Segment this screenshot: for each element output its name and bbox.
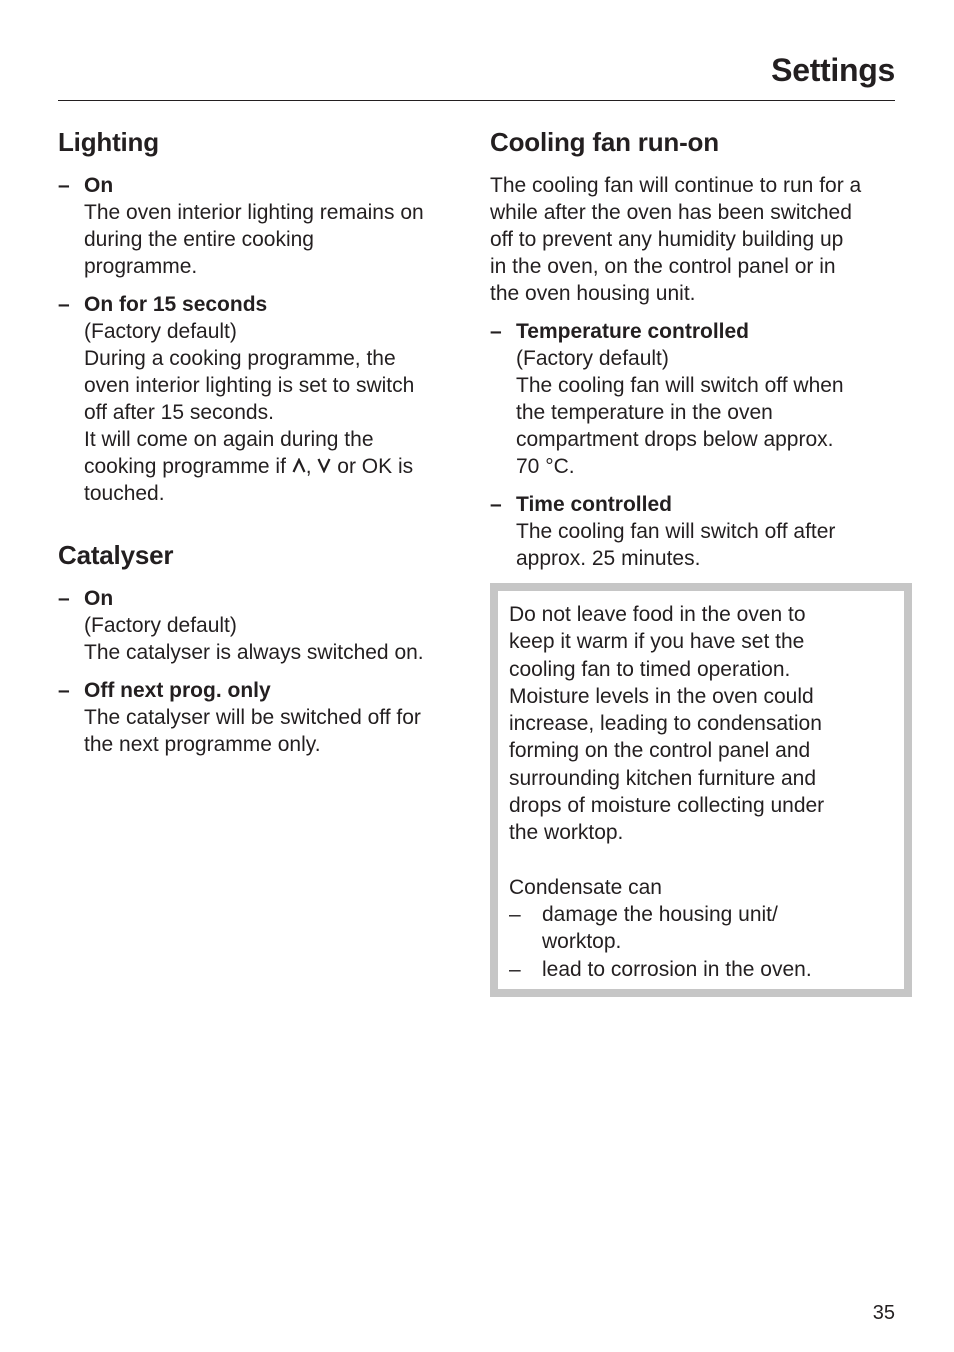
option-text: programme. <box>84 255 198 278</box>
dash-bullet: – <box>490 320 502 343</box>
option-text: the next programme only. <box>84 733 321 756</box>
warning-line: forming on the control panel and <box>509 739 811 763</box>
option-text: touched. <box>84 482 165 505</box>
cooling-option-temperature <box>490 318 896 480</box>
page-title: Settings <box>771 52 895 88</box>
option-text: off after 15 seconds. <box>84 401 274 424</box>
dash-bullet: – <box>490 493 502 516</box>
option-text-with-icons <box>84 453 458 480</box>
dash-bullet: – <box>58 679 70 702</box>
dash-bullet: – <box>58 587 70 610</box>
warning-line: keep it warm if you have set the <box>509 630 805 654</box>
page-number: 35 <box>872 1302 895 1324</box>
header-divider <box>58 100 895 101</box>
option-text: During a cooking programme, the <box>84 347 396 370</box>
catalyser-option-off-next <box>58 677 458 758</box>
catalyser-option-on <box>58 585 458 666</box>
option-title: Off next prog. only <box>84 679 271 702</box>
right-column <box>490 124 896 1027</box>
warning-line: surrounding kitchen furniture and <box>509 766 817 790</box>
option-text: cooking programme if <box>84 455 292 478</box>
option-text: compartment drops below approx. <box>516 428 834 451</box>
option-text: The cooling fan will switch off when <box>516 374 844 397</box>
option-text: or OK is <box>331 455 414 478</box>
option-text: It will come on again during the <box>84 428 374 451</box>
option-text: , <box>305 455 318 478</box>
cooling-heading: Cooling fan run-on <box>490 127 719 157</box>
intro-text: the oven housing unit. <box>490 282 696 305</box>
up-arrow-icon <box>292 458 306 473</box>
option-text: 70 °C. <box>516 455 575 478</box>
dash-bullet: – <box>58 174 70 197</box>
warning-line: cooling fan to timed operation. <box>509 657 791 681</box>
option-text: The catalyser will be switched off for <box>84 706 421 729</box>
option-text: (Factory default) <box>84 614 237 637</box>
option-title: Time controlled <box>516 493 672 516</box>
option-text: approx. 25 minutes. <box>516 547 701 570</box>
option-title: On <box>84 587 114 610</box>
list-item <box>509 901 886 956</box>
list-item <box>509 956 886 983</box>
warning-line: Moisture levels in the oven could <box>509 684 814 708</box>
warning-list <box>509 901 886 983</box>
dash-bullet: – <box>509 902 521 926</box>
cooling-intro <box>490 172 896 307</box>
option-text: The oven interior lighting remains on <box>84 201 424 224</box>
warning-line: drops of moisture collecting under <box>509 794 825 818</box>
intro-text: in the oven, on the control panel or in <box>490 255 836 278</box>
warning-line: increase, leading to condensation <box>509 712 822 736</box>
option-text: the temperature in the oven <box>516 401 773 424</box>
list-item-text: damage the housing unit/ <box>542 902 778 926</box>
dash-bullet: – <box>58 293 70 316</box>
lighting-option-15-seconds <box>58 291 458 507</box>
option-text: during the entire cooking <box>84 228 314 251</box>
lighting-section <box>58 124 458 507</box>
option-title: Temperature controlled <box>516 320 749 343</box>
intro-text: while after the oven has been switched <box>490 201 852 224</box>
option-title: On for 15 seconds <box>84 293 268 316</box>
intro-text: off to prevent any humidity building up <box>490 228 844 251</box>
dash-bullet: – <box>509 957 521 981</box>
option-title: On <box>84 174 114 197</box>
lighting-option-on <box>58 172 458 280</box>
spacer <box>509 847 886 874</box>
warning-line: Do not leave food in the oven to <box>509 603 806 626</box>
list-item-text: lead to corrosion in the oven. <box>542 957 812 981</box>
warning-lead: Condensate can <box>509 875 662 899</box>
down-arrow-icon <box>317 458 331 473</box>
option-text: The cooling fan will switch off after <box>516 520 836 543</box>
option-text: (Factory default) <box>516 347 669 370</box>
left-column <box>58 124 458 788</box>
cooling-option-time <box>490 491 896 572</box>
option-text: The catalyser is always switched on. <box>84 641 424 664</box>
cooling-section <box>490 124 896 997</box>
lighting-heading: Lighting <box>58 127 159 157</box>
warning-box <box>490 583 912 997</box>
catalyser-section <box>58 537 458 758</box>
list-item-text: worktop. <box>542 930 622 954</box>
warning-text <box>509 601 886 847</box>
catalyser-heading: Catalyser <box>58 540 174 570</box>
intro-text: The cooling fan will continue to run for a <box>490 174 862 197</box>
option-text: oven interior lighting is set to switch <box>84 374 415 397</box>
warning-line: the worktop. <box>509 821 624 845</box>
option-text: (Factory default) <box>84 320 237 343</box>
